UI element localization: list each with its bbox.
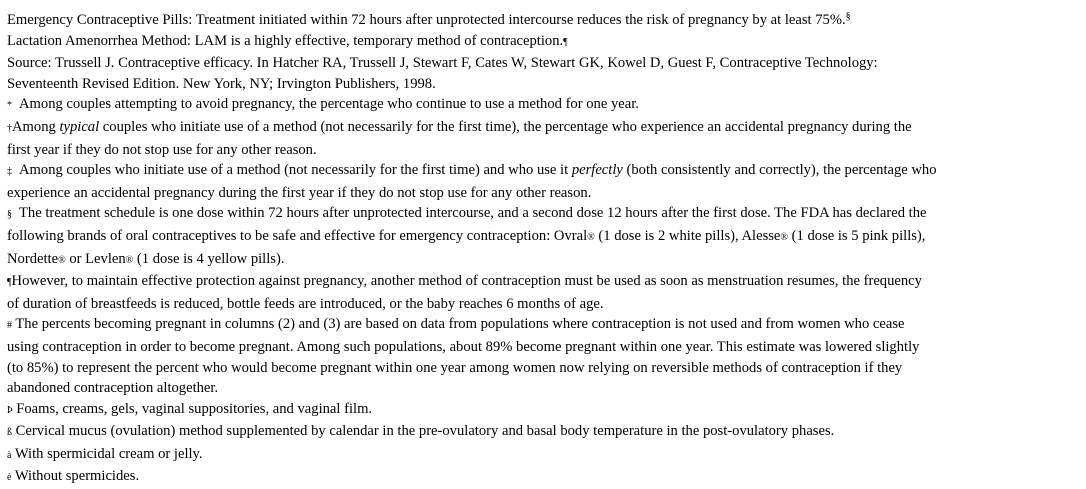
registered-mark-alesse: ® [780, 231, 789, 243]
footnote-star [7, 94, 1080, 117]
registered-mark-levlen: ® [125, 254, 134, 266]
registered-mark-nordette: ® [58, 254, 66, 266]
footnote-section-text-1: The treatment schedule is one dose within 72 hours after unprotected intercourse, and a second dose 12 hours after the first dose. The FDA has declared the [19, 205, 927, 222]
footnote-ddagger-line-1 [7, 160, 1080, 183]
footnote-section-text-2c: (1 dose is 5 pink pills), [788, 227, 926, 244]
footnote-hash-text-1: The percents becoming pregnant in columns (2) and (3) are based on data from populations where contraception is not used and from women who cease [15, 316, 905, 333]
lam-mark: ¶ [563, 36, 568, 48]
footnote-pilcrow-line-1 [7, 271, 1080, 294]
lam-label: Lactation Amenorrhea Method: [7, 32, 195, 49]
ecp-line [7, 7, 1080, 31]
footnote-eszett [7, 421, 1080, 444]
registered-mark-ovral: ® [587, 231, 595, 243]
lam-line [7, 31, 1080, 54]
footnote-ddagger-line-2: experience an accidental pregnancy during the first year if they do not stop use for any other reason. [7, 184, 592, 201]
footnote-ddagger-emphasis: perfectly [571, 162, 623, 179]
footnote-thorn [7, 399, 1080, 422]
footnote-egrave-text: Without spermicides. [14, 468, 140, 485]
footnote-section-text-3c: (1 dose is 4 yellow pills). [133, 250, 285, 267]
footnote-star-text: Among couples attempting to avoid pregnancy, the percentage who continue to use a method for one year. [19, 96, 639, 113]
ecp-label: Emergency Contraceptive Pills: [7, 12, 196, 28]
footnote-dagger-mark: † [7, 122, 12, 134]
footnote-dagger-post: couples who initiate use of a method (not necessarily for the first time), the percentage who experience an accidental pregnancy during the [99, 118, 912, 135]
footnote-ddagger-pre: Among couples who initiate use of a method (not necessarily for the first time) and who use it [19, 162, 572, 179]
footnote-hash-line-1 [7, 314, 1080, 337]
footnote-section-text-3b: or Levlen [65, 250, 126, 267]
footnote-section-text-2a: following brands of oral contraceptives to be safe and effective for emergency contraception: Ovral [7, 227, 588, 244]
lam-text: LAM is a highly effective, temporary method of contraception. [194, 32, 564, 49]
footnote-pilcrow-mark: ¶ [7, 277, 12, 289]
footnote-pilcrow-text-1: However, to maintain effective protection against pregnancy, another method of contraception must be used as soon as menstruation resumes, the frequency [11, 273, 922, 290]
footnote-agrave-mark: à [7, 449, 12, 461]
footnote-hash-line-2: using contraception in order to become pregnant. Among such populations, about 89% become pregnant within one year. This estimate was lowered slightly [7, 338, 920, 355]
footnote-section-line-1 [7, 203, 1080, 226]
footnote-agrave-text: With spermicidal cream or jelly. [14, 445, 203, 462]
footnote-section-mark: § [7, 209, 12, 221]
footnote-hash-line-3: (to 85%) to represent the percent who would become pregnant within one year among women now relying on reversible methods of contraception if they [7, 359, 903, 376]
footnote-star-mark: * [7, 100, 12, 112]
footnote-section-line-2 [7, 226, 1080, 249]
footnote-dagger-pre: Among [12, 118, 60, 135]
ecp-text: Treatment initiated within 72 hours after unprotected intercourse reduces the risk of pregnancy by at least 75%. [195, 12, 846, 28]
footnote-hash-line-4: abandoned contraception altogether. [7, 380, 219, 397]
ecp-mark: § [845, 11, 851, 22]
footnote-egrave [7, 466, 1080, 489]
footnote-section-text-2b: (1 dose is 2 white pills), Alesse [594, 227, 781, 244]
footnote-pilcrow-line-2: of duration of breastfeeds is reduced, bottle feeds are introduced, or the baby reaches 6 months of age. [7, 295, 604, 312]
footnote-ddagger-mark: ‡ [7, 166, 12, 178]
footnote-eszett-mark: ß [7, 427, 12, 439]
footnote-section-text-3a: Nordette [7, 250, 59, 267]
footnote-thorn-mark: Þ [7, 404, 13, 416]
footnote-hash-mark: # [7, 320, 12, 332]
footnote-dagger-line-2: first year if they do not stop use for any other reason. [7, 141, 317, 158]
footnote-ddagger-post: (both consistently and correctly), the percentage who [622, 162, 937, 179]
source-line-2: Seventeenth Revised Edition. New York, NY; Irvington Publishers, 1998. [7, 75, 436, 92]
source-line-1: Source: Trussell J. Contraceptive efficacy. In Hatcher RA, Trussell J, Stewart F, Cates W, Stewart GK, Kowel D, Guest F, Contraceptive Technology: [7, 55, 878, 72]
footnote-section-line-3 [7, 249, 1080, 272]
footnote-agrave [7, 444, 1080, 467]
footnote-egrave-mark: è [7, 472, 12, 484]
footnote-eszett-text: Cervical mucus (ovulation) method supplemented by calendar in the pre-ovulatory and basal body temperature in the post-ovulatory phases. [15, 423, 835, 440]
footnote-dagger-emphasis: typical [59, 118, 100, 135]
footnote-dagger-line-1 [7, 117, 1080, 140]
footnote-thorn-text: Foams, creams, gels, vaginal suppositories, and vaginal film. [16, 400, 373, 417]
